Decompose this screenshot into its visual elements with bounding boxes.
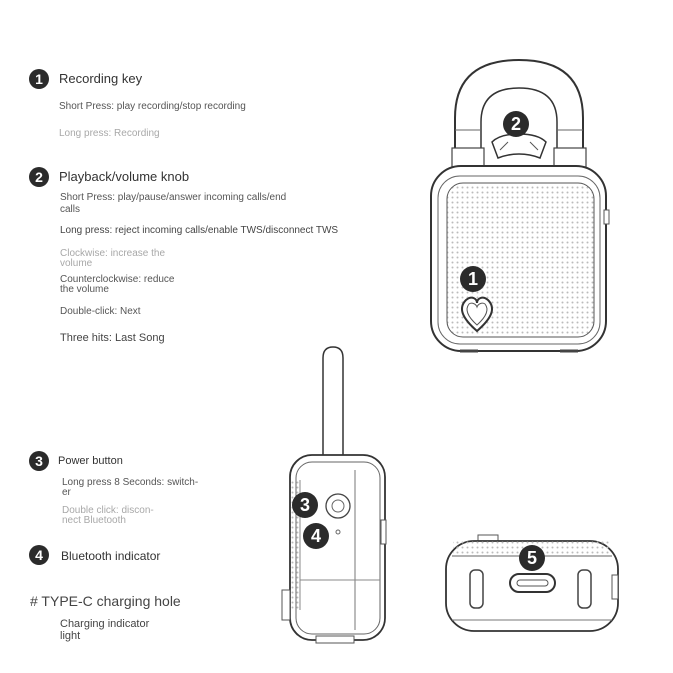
power-long-press-line2: er — [62, 487, 71, 498]
recording-short-press: Short Press: play recording/stop recording — [59, 101, 246, 112]
front-callout-1: 1 — [460, 266, 486, 292]
side-callout-3: 3 — [292, 492, 318, 518]
number-2-badge: 2 — [29, 167, 49, 187]
front-callout-2: 2 — [503, 111, 529, 137]
playback-long-press: Long press: reject incoming calls/enable TWS/disconnect TWS — [60, 225, 339, 236]
side-callout-4: 4 — [303, 523, 329, 549]
recording-long-press: Long press: Recording — [59, 128, 160, 139]
number-4-badge: 4 — [29, 545, 49, 565]
power-long-press-line1: Long press 8 Seconds: switch- — [62, 477, 199, 488]
power-double-click-line1: Double click: discon- — [62, 505, 154, 516]
playback-short-press-line1: Short Press: play/pause/answer incoming calls/end — [60, 192, 287, 203]
number-1-badge: 1 — [29, 69, 49, 89]
playback-knob-heading: Playback/volume knob — [59, 169, 190, 184]
playback-clockwise-line2: volume — [60, 258, 93, 269]
playback-clockwise-line1: Clockwise: increase the — [60, 248, 166, 259]
power-button-heading: Power button — [58, 455, 123, 467]
number-3-badge: 3 — [29, 451, 49, 471]
typec-heading: # TYPE-C charging hole — [30, 593, 181, 609]
charging-indicator-line1: Charging indicator — [60, 618, 150, 630]
playback-short-press-line2: calls — [60, 204, 81, 215]
power-double-click-line2: nect Bluetooth — [62, 515, 126, 526]
bluetooth-indicator-heading: Bluetooth indicator — [61, 549, 161, 563]
recording-key-heading: Recording key — [59, 71, 143, 86]
playback-counterclockwise-line1: Counterclockwise: reduce — [60, 274, 175, 285]
playback-three-hits: Three hits: Last Song — [60, 332, 165, 344]
charging-indicator-line2: light — [60, 630, 81, 642]
playback-double-click: Double-click: Next — [60, 306, 141, 317]
bottom-callout-5: 5 — [519, 545, 545, 571]
playback-counterclockwise-line2: the volume — [60, 284, 109, 295]
